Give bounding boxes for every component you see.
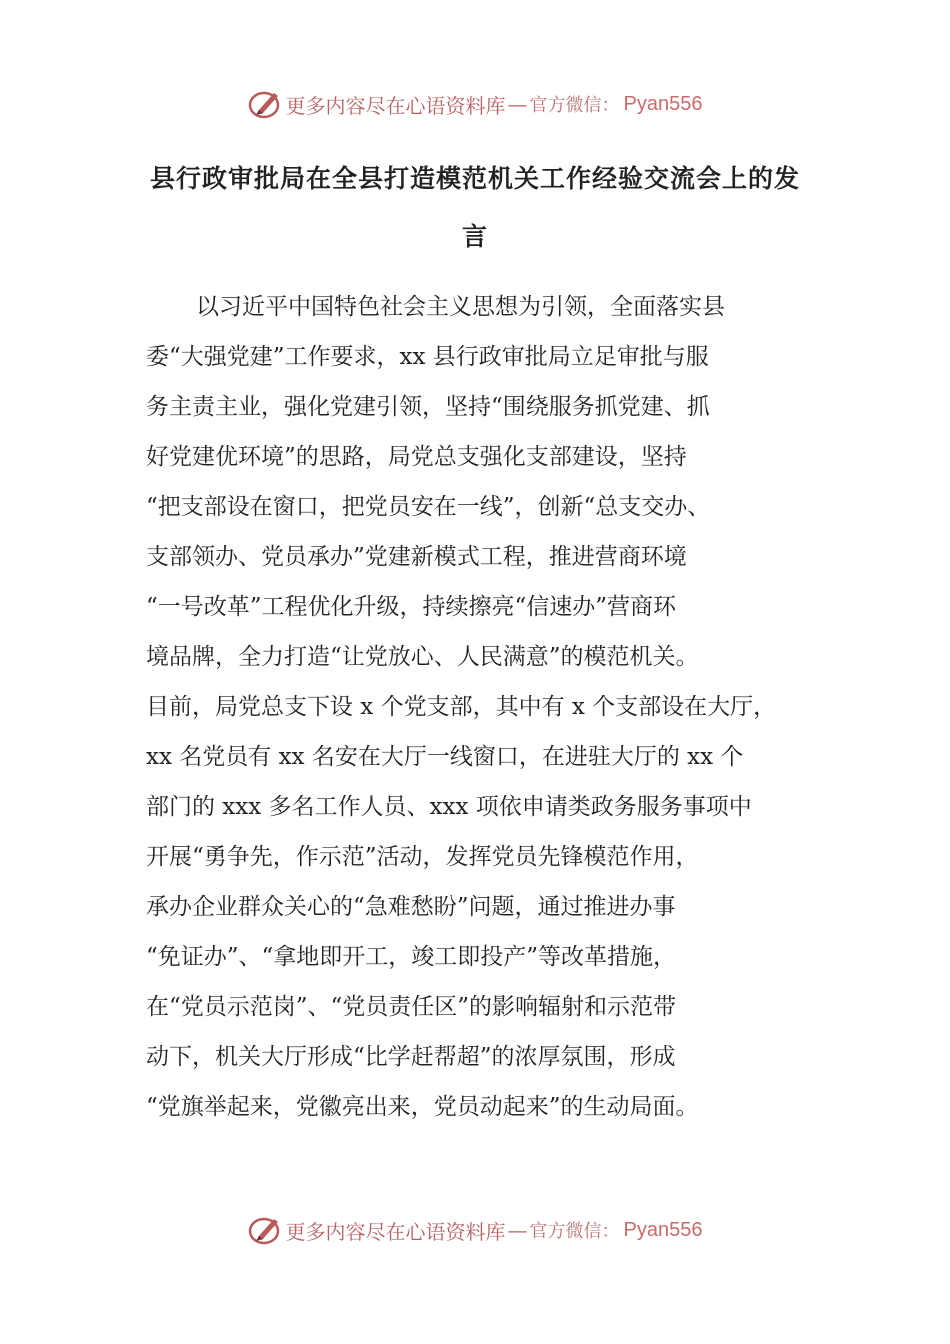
body-line: 开展“勇争先，作示范”活动，发挥党员先锋模范作用，	[146, 844, 699, 870]
title-line: 县行政审批局在全县打造模范机关工作经验交流会上的发	[149, 164, 800, 193]
banner-wechat-label: 官方微信：	[529, 1221, 620, 1242]
banner-wechat-label: 官方微信：	[529, 95, 620, 116]
body-line: 好党建优环境”的思路，局党总支强化支部建设，坚持	[146, 444, 687, 470]
banner-wechat-id: Pyan556	[623, 1218, 703, 1241]
body-line: 以习近平中国特色社会主义思想为引领，全面落实县	[196, 294, 725, 320]
document-title	[140, 150, 810, 266]
banner-wechat-id: Pyan556	[623, 92, 703, 115]
document-body	[146, 282, 826, 1132]
pen-nib-logo-icon	[248, 1213, 282, 1247]
body-line: 境品牌，全力打造“让党放心、人民满意”的模范机关。	[146, 644, 699, 670]
footer-banner	[0, 1210, 950, 1250]
body-line: 部门的 xxx 多名工作人员、xxx 项依申请类政务服务事项中	[146, 794, 752, 820]
body-line: 支部领办、党员承办”党建新模式工程，推进营商环境	[146, 544, 687, 570]
banner-main-text: 更多内容尽在心语资料库	[285, 1219, 506, 1244]
body-line: “党旗举起来，党徽亮出来，党员动起来”的生动局面。	[146, 1094, 699, 1120]
body-line: 承办企业群众关心的“急难愁盼”问题，通过推进办事	[146, 894, 676, 920]
title-line: 言	[461, 222, 488, 251]
pen-nib-logo-icon	[248, 87, 282, 121]
body-line: “一号改革”工程优化升级，持续擦亮“信速办”营商环	[146, 594, 677, 620]
body-line: “把支部设在窗口，把党员安在一线”，创新“总支交办、	[146, 494, 711, 520]
body-line: 目前，局党总支下设 x 个党支部，其中有 x 个支部设在大厅，	[146, 694, 777, 720]
body-line: 动下，机关大厅形成“比学赶帮超”的浓厚氛围，形成	[146, 1044, 676, 1070]
header-banner	[0, 84, 950, 124]
banner-dash: —	[507, 92, 528, 116]
body-line: 在“党员示范岗”、“党员责任区”的影响辐射和示范带	[146, 994, 677, 1020]
body-line: “免证办”、“拿地即开工，竣工即投产”等改革措施，	[146, 944, 677, 970]
body-line: 务主责主业，强化党建引领，坚持“围绕服务抓党建、抓	[146, 394, 710, 420]
banner-main-text: 更多内容尽在心语资料库	[285, 93, 506, 118]
body-line: xx 名党员有 xx 名安在大厅一线窗口，在进驻大厅的 xx 个	[146, 744, 744, 770]
body-line: 委“大强党建”工作要求，xx 县行政审批局立足审批与服	[146, 344, 709, 370]
banner-dash: —	[507, 1218, 528, 1242]
